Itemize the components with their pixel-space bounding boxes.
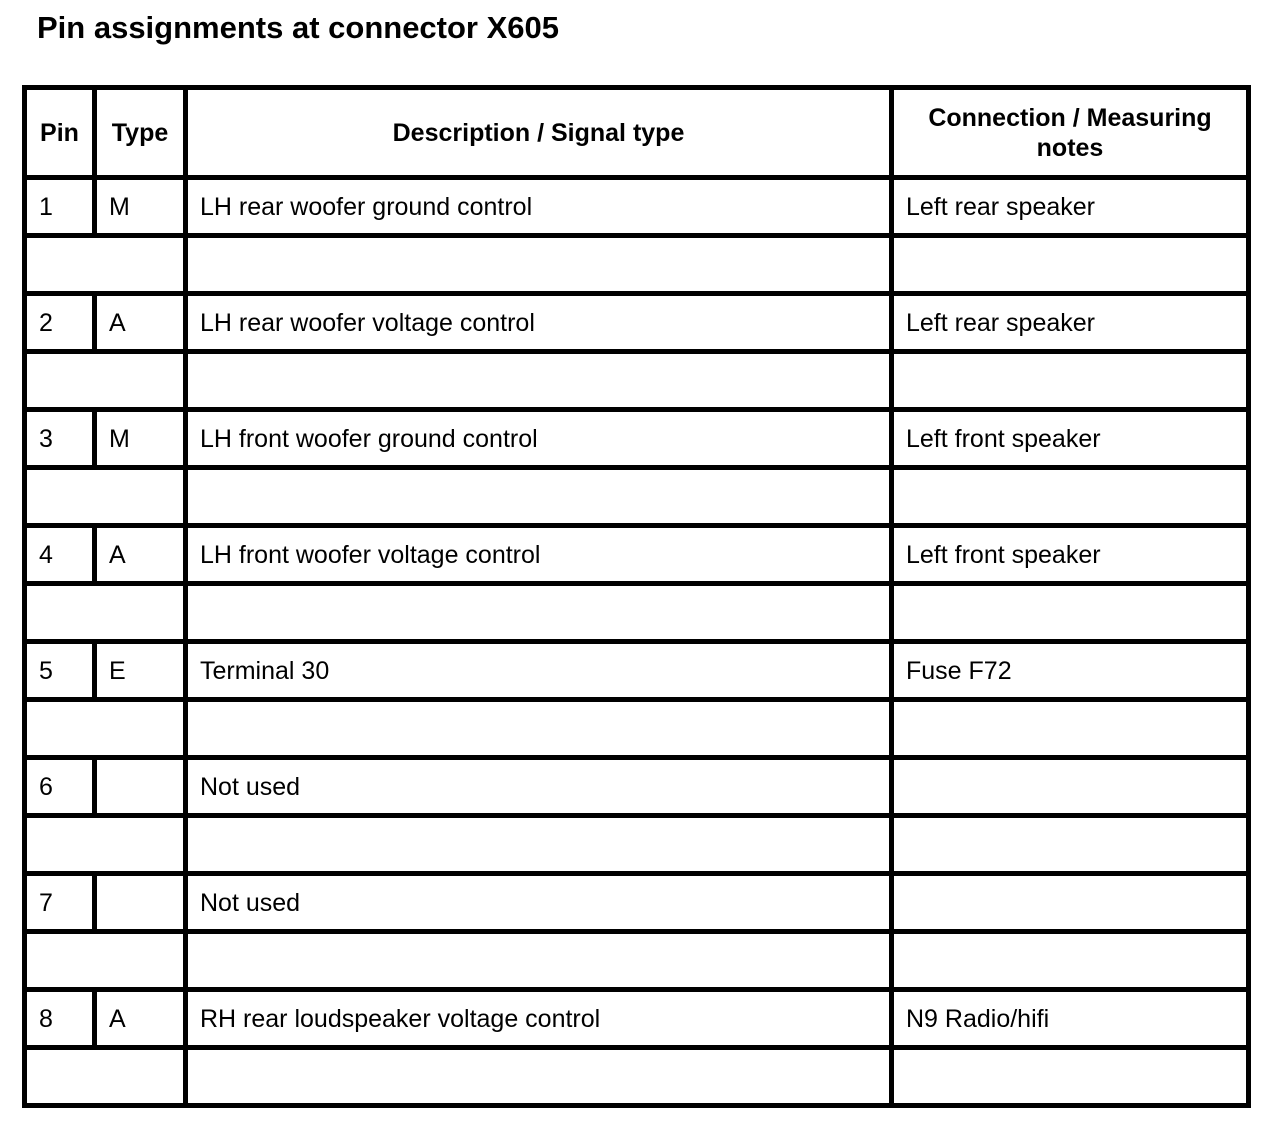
table-row xyxy=(25,294,1249,352)
cell-description: LH front woofer ground control xyxy=(186,410,892,468)
spacer-cell xyxy=(186,1048,892,1106)
spacer-cell xyxy=(25,816,186,874)
spacer-cell xyxy=(25,468,186,526)
cell-connection xyxy=(892,758,1249,816)
spacer-row xyxy=(25,236,1249,294)
cell-description: Not used xyxy=(186,874,892,932)
spacer-cell xyxy=(25,352,186,410)
spacer-row xyxy=(25,932,1249,990)
table-row xyxy=(25,410,1249,468)
table-row xyxy=(25,178,1249,236)
spacer-cell xyxy=(25,932,186,990)
cell-pin: 1 xyxy=(25,178,95,236)
cell-pin: 6 xyxy=(25,758,95,816)
spacer-cell xyxy=(892,816,1249,874)
header-description: Description / Signal type xyxy=(186,88,892,178)
spacer-cell xyxy=(892,700,1249,758)
header-connection: Connection / Measuring notes xyxy=(892,88,1249,178)
cell-pin: 4 xyxy=(25,526,95,584)
spacer-cell xyxy=(892,468,1249,526)
cell-type: A xyxy=(95,990,186,1048)
cell-pin: 2 xyxy=(25,294,95,352)
spacer-cell xyxy=(25,700,186,758)
page-title: Pin assignments at connector X605 xyxy=(37,10,560,45)
spacer-row xyxy=(25,816,1249,874)
spacer-cell xyxy=(186,816,892,874)
spacer-cell xyxy=(186,584,892,642)
spacer-cell xyxy=(186,932,892,990)
cell-connection: Left front speaker xyxy=(892,526,1249,584)
cell-connection: Left rear speaker xyxy=(892,178,1249,236)
spacer-cell xyxy=(25,236,186,294)
spacer-cell xyxy=(892,236,1249,294)
cell-type: M xyxy=(95,410,186,468)
cell-description: LH rear woofer ground control xyxy=(186,178,892,236)
spacer-cell xyxy=(892,932,1249,990)
spacer-row xyxy=(25,468,1249,526)
spacer-cell xyxy=(25,1048,186,1106)
pin-assignment-table xyxy=(22,85,1251,1108)
cell-type xyxy=(95,874,186,932)
cell-description: Terminal 30 xyxy=(186,642,892,700)
cell-description: RH rear loudspeaker voltage control xyxy=(186,990,892,1048)
spacer-cell xyxy=(892,1048,1249,1106)
spacer-cell xyxy=(186,468,892,526)
spacer-cell xyxy=(186,236,892,294)
header-type: Type xyxy=(95,88,186,178)
spacer-row xyxy=(25,1048,1249,1106)
cell-type: E xyxy=(95,642,186,700)
cell-connection xyxy=(892,874,1249,932)
cell-pin: 5 xyxy=(25,642,95,700)
table-row xyxy=(25,758,1249,816)
spacer-cell xyxy=(186,352,892,410)
spacer-cell xyxy=(186,700,892,758)
table-row xyxy=(25,874,1249,932)
spacer-cell xyxy=(892,352,1249,410)
cell-description: Not used xyxy=(186,758,892,816)
spacer-cell xyxy=(892,584,1249,642)
table-row xyxy=(25,990,1249,1048)
header-pin: Pin xyxy=(25,88,95,178)
spacer-row xyxy=(25,584,1249,642)
cell-connection: Left front speaker xyxy=(892,410,1249,468)
table-row xyxy=(25,526,1249,584)
table-row xyxy=(25,642,1249,700)
cell-description: LH front woofer voltage control xyxy=(186,526,892,584)
cell-pin: 7 xyxy=(25,874,95,932)
cell-type xyxy=(95,758,186,816)
cell-type: A xyxy=(95,294,186,352)
spacer-row xyxy=(25,700,1249,758)
cell-pin: 3 xyxy=(25,410,95,468)
cell-connection: Left rear speaker xyxy=(892,294,1249,352)
cell-pin: 8 xyxy=(25,990,95,1048)
spacer-cell xyxy=(25,584,186,642)
cell-connection: Fuse F72 xyxy=(892,642,1249,700)
cell-description: LH rear woofer voltage control xyxy=(186,294,892,352)
cell-type: M xyxy=(95,178,186,236)
cell-type: A xyxy=(95,526,186,584)
table-body xyxy=(25,178,1249,1106)
table-header-row xyxy=(25,88,1249,178)
cell-connection: N9 Radio/hifi xyxy=(892,990,1249,1048)
spacer-row xyxy=(25,352,1249,410)
